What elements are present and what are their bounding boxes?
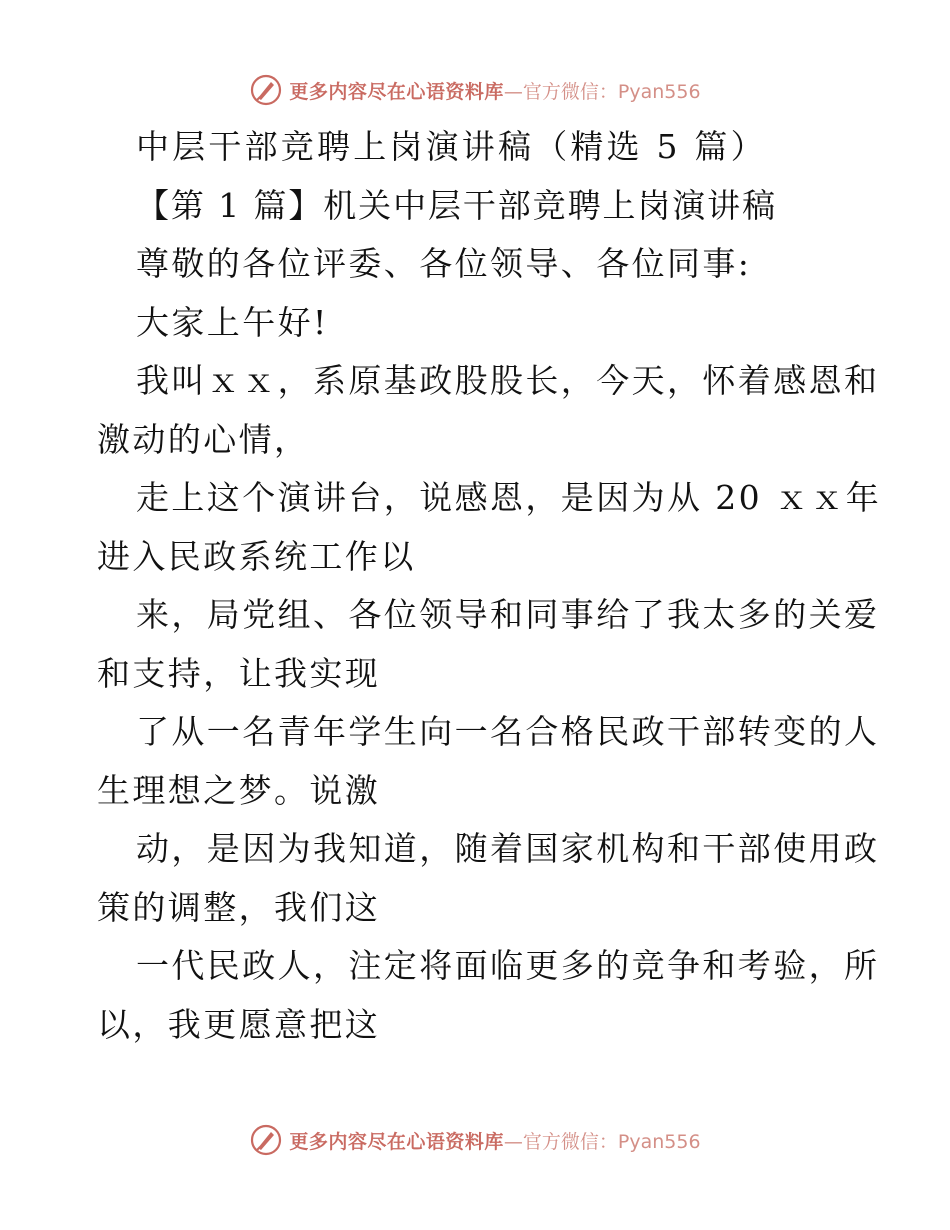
document-body: [97, 118, 882, 1054]
header-watermark: [0, 70, 950, 110]
paragraph-line: 动，是因为我知道，随着国家机构和干部使用政: [136, 829, 880, 868]
paragraph-line: 我叫ｘｘ，系原基政股股长，今天，怀着感恩和: [136, 361, 880, 400]
watermark-site-name: 更多内容尽在心语资料库: [289, 80, 504, 103]
paragraph-line: 和支持，让我实现: [97, 653, 381, 693]
paragraph-line: 来，局党组、各位领导和同事给了我太多的关爱: [136, 595, 880, 634]
quill-pen-circle-icon: [249, 1123, 283, 1157]
document-title: 中层干部竞聘上岗演讲稿（精选 5 篇）: [136, 127, 767, 166]
paragraph-line: 激动的心情，: [97, 419, 310, 459]
paragraph-line: 走上这个演讲台，说感恩，是因为从 20 ｘｘ年: [136, 478, 882, 517]
watermark-wechat: —官方微信：Pyan556: [503, 1130, 701, 1153]
section-heading: 【第 1 篇】机关中层干部竞聘上岗演讲稿: [136, 185, 777, 225]
paragraph-line: 一代民政人，注定将面临更多的竞争和考验，所: [136, 946, 880, 985]
paragraph-line: 了从一名青年学生向一名合格民政干部转变的人: [136, 712, 880, 751]
watermark-site-name: 更多内容尽在心语资料库: [289, 1130, 504, 1153]
greeting: 大家上午好!: [136, 302, 329, 342]
watermark-wechat: —官方微信：Pyan556: [503, 80, 701, 103]
paragraph-line: 进入民政系统工作以: [97, 536, 416, 576]
paragraph-line: 策的调整，我们这: [97, 887, 381, 927]
paragraph-line: 生理想之梦。说激: [97, 770, 381, 810]
quill-pen-circle-icon: [249, 73, 283, 107]
salutation: 尊敬的各位评委、各位领导、各位同事:: [136, 244, 752, 283]
footer-watermark: [0, 1120, 950, 1160]
paragraph-line: 以，我更愿意把这: [97, 1004, 381, 1044]
